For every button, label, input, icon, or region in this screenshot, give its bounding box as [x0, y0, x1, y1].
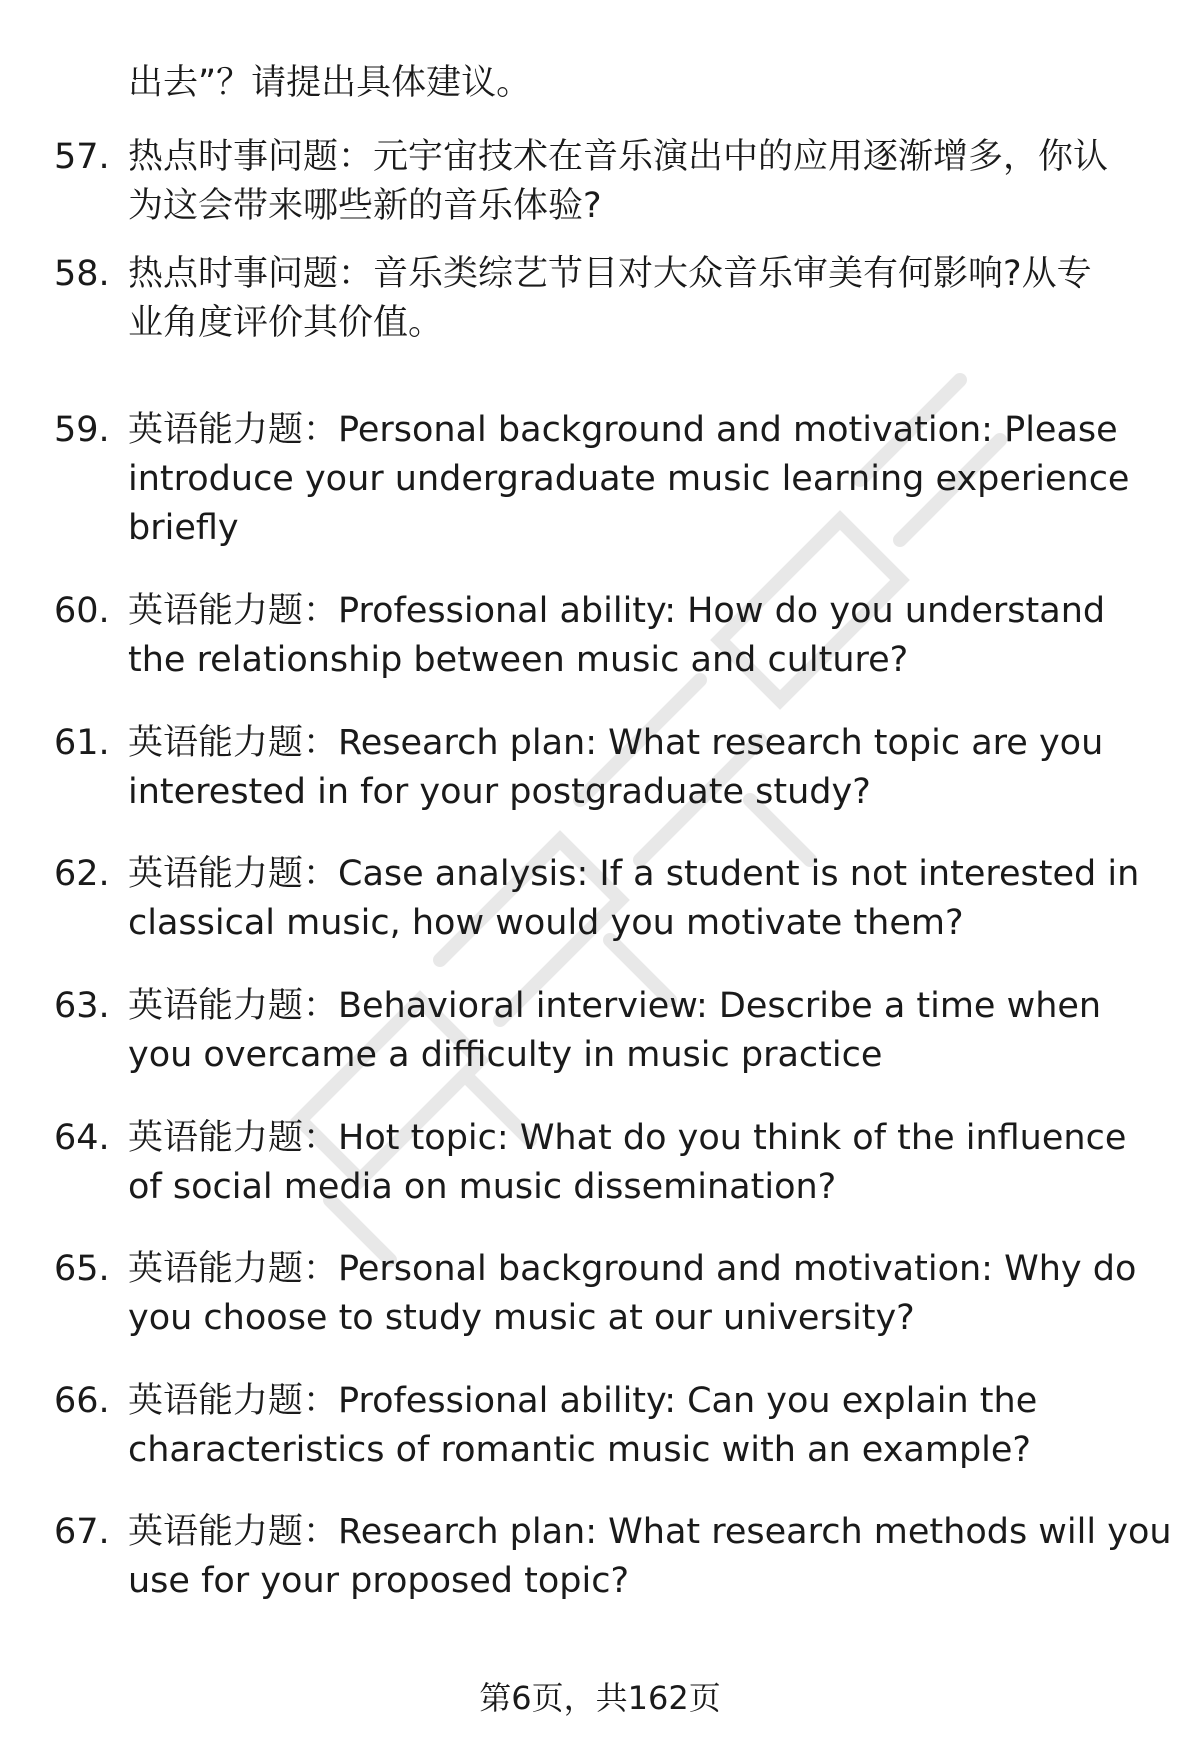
question-number: 63.: [54, 986, 110, 1026]
question-line: characteristics of romantic music with an example?: [128, 1430, 1032, 1470]
question-text: [128, 1508, 1172, 1606]
question-line: introduce your undergraduate music learning experience: [128, 459, 1130, 499]
question-line: 为这会带来哪些新的音乐体验?: [128, 186, 602, 226]
question-line: you overcame a difficulty in music practice: [128, 1035, 883, 1075]
question-text: [128, 250, 1128, 348]
question-line: 英语能力题：Case analysis: If a student is not interested in: [128, 854, 1140, 894]
question-number: 57.: [54, 137, 110, 177]
question-text: [128, 587, 1128, 685]
question-number: 60.: [54, 591, 110, 631]
question-line: classical music, how would you motivate them?: [128, 903, 964, 943]
question-text: [128, 1245, 1137, 1343]
question-line: of social media on music dissemination?: [128, 1167, 837, 1207]
question-text: [128, 850, 1140, 948]
question-number: 58.: [54, 254, 110, 294]
question-line: use for your proposed topic?: [128, 1561, 630, 1601]
question-number: 67.: [54, 1512, 110, 1552]
question-number: 62.: [54, 854, 110, 894]
question-line: 英语能力题：Behavioral interview: Describe a time when: [128, 986, 1102, 1026]
question-text: [128, 406, 1128, 553]
question-number: 65.: [54, 1249, 110, 1289]
question-line: 业角度评价其价值。: [128, 303, 444, 343]
question-line: 英语能力题：Research plan: What research methods will you: [128, 1512, 1172, 1552]
question-line: briefly: [128, 508, 239, 548]
question-text: [128, 1377, 1128, 1475]
question-line: 英语能力题：Professional ability: How do you understand: [128, 591, 1106, 631]
question-number: 64.: [54, 1118, 110, 1158]
question-line: 热点时事问题：元宇宙技术在音乐演出中的应用逐渐增多，你认: [128, 137, 1109, 177]
question-line: 英语能力题：Research plan: What research topic are you: [128, 723, 1104, 763]
question-number: 59.: [54, 410, 110, 450]
question-text: [128, 1114, 1128, 1212]
question-line: 英语能力题：Hot topic: What do you think of the influence: [128, 1118, 1127, 1158]
question-line: 英语能力题：Personal background and motivation: Please: [128, 410, 1118, 450]
continuation-line: 出去”？请提出具体建议。: [128, 63, 532, 103]
question-line: 热点时事问题：音乐类综艺节目对大众音乐审美有何影响?从专: [128, 254, 1092, 294]
question-text: [128, 133, 1128, 231]
question-number: 66.: [54, 1381, 110, 1421]
question-number: 61.: [54, 723, 110, 763]
page-footer: 第6页，共162页: [479, 1679, 721, 1717]
question-text: [128, 719, 1128, 817]
question-line: 英语能力题：Personal background and motivation: Why do: [128, 1249, 1137, 1289]
question-line: the relationship between music and culture?: [128, 640, 909, 680]
question-line: interested in for your postgraduate study?: [128, 772, 871, 812]
question-text: [128, 982, 1128, 1080]
question-line: 英语能力题：Professional ability: Can you explain the: [128, 1381, 1038, 1421]
question-line: you choose to study music at our university?: [128, 1298, 915, 1338]
